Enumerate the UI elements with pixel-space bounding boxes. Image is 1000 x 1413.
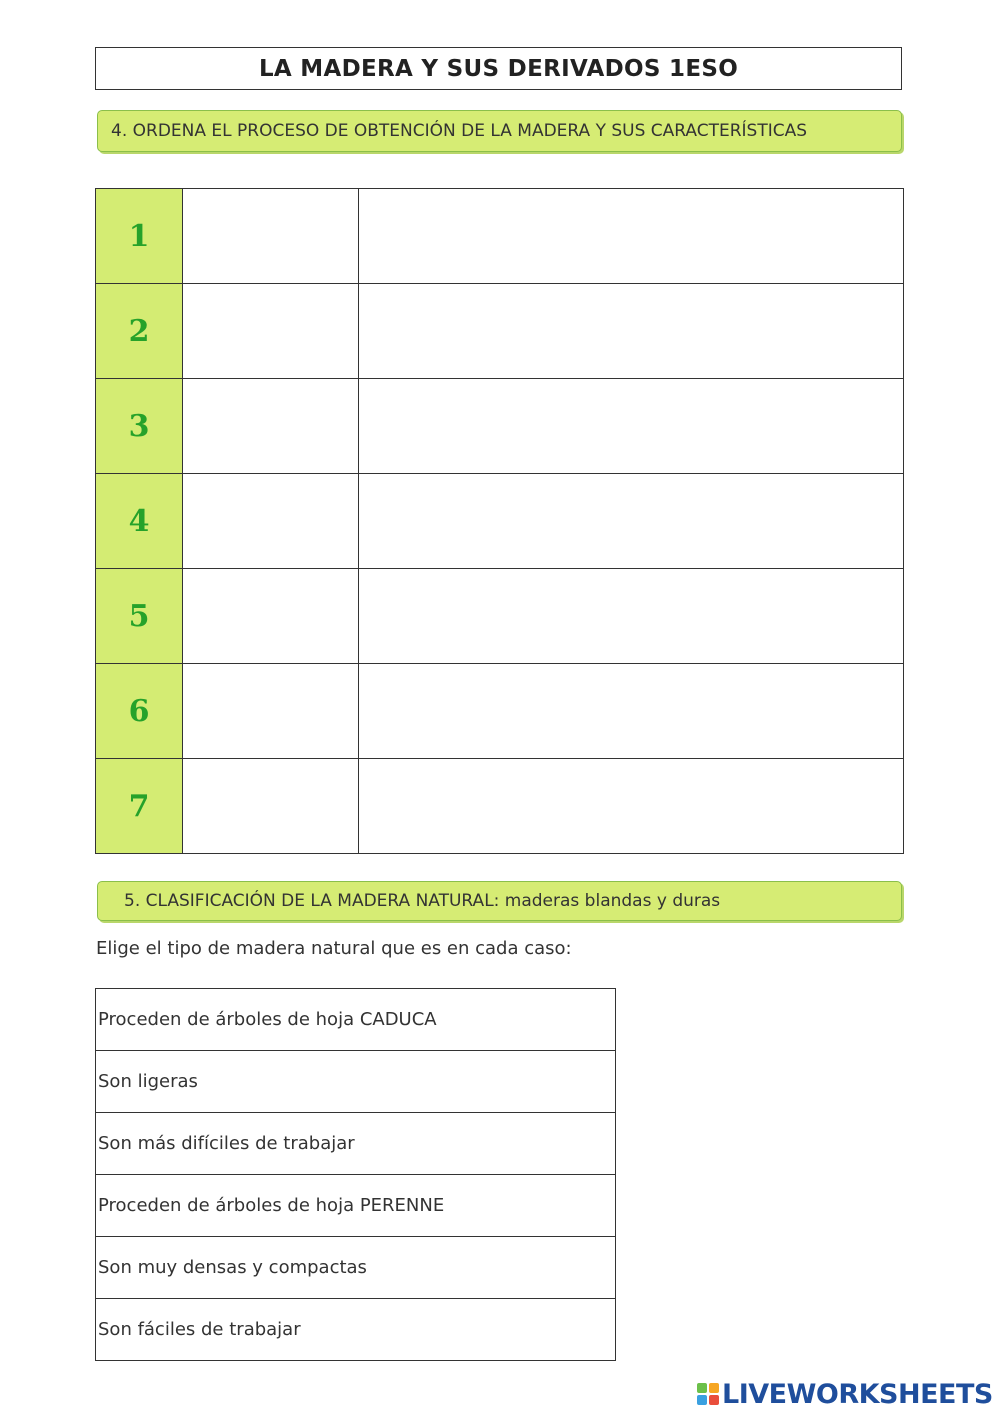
step-number: 3 [96,379,183,474]
order-row [96,474,904,569]
classification-item[interactable]: Son fáciles de trabajar [96,1299,616,1361]
classification-table [95,988,616,1361]
step-number: 5 [96,569,183,664]
step-name-cell[interactable] [183,474,359,569]
page-title: LA MADERA Y SUS DERIVADOS 1ESO [95,47,902,90]
order-row [96,759,904,854]
classification-item[interactable]: Son más difíciles de trabajar [96,1113,616,1175]
step-name-cell[interactable] [183,284,359,379]
logo-icon [697,1383,719,1405]
step-description-cell[interactable] [359,664,904,759]
step-description-cell[interactable] [359,379,904,474]
order-row [96,189,904,284]
order-row [96,284,904,379]
classification-item[interactable]: Son ligeras [96,1051,616,1113]
order-row [96,569,904,664]
step-name-cell[interactable] [183,569,359,664]
step-description-cell[interactable] [359,284,904,379]
step-name-cell[interactable] [183,379,359,474]
step-name-cell[interactable] [183,759,359,854]
step-number: 4 [96,474,183,569]
order-row [96,379,904,474]
classification-item[interactable]: Proceden de árboles de hoja PERENNE [96,1175,616,1237]
step-name-cell[interactable] [183,189,359,284]
step-description-cell[interactable] [359,189,904,284]
step-name-cell[interactable] [183,664,359,759]
order-row [96,664,904,759]
step-number: 1 [96,189,183,284]
instruction-text: Elige el tipo de madera natural que es en cada caso: [96,938,572,959]
step-description-cell[interactable] [359,474,904,569]
classification-item[interactable]: Proceden de árboles de hoja CADUCA [96,989,616,1051]
step-description-cell[interactable] [359,759,904,854]
step-number: 7 [96,759,183,854]
section-4-heading: 4. ORDENA EL PROCESO DE OBTENCIÓN DE LA MADERA Y SUS CARACTERÍSTICAS [97,110,902,152]
section-5-heading: 5. CLASIFICACIÓN DE LA MADERA NATURAL: maderas blandas y duras [97,881,902,921]
logo-text: LIVEWORKSHEETS [722,1378,993,1410]
order-table [95,188,904,854]
step-number: 2 [96,284,183,379]
liveworksheets-logo [697,1378,993,1410]
classification-item[interactable]: Son muy densas y compactas [96,1237,616,1299]
step-number: 6 [96,664,183,759]
step-description-cell[interactable] [359,569,904,664]
